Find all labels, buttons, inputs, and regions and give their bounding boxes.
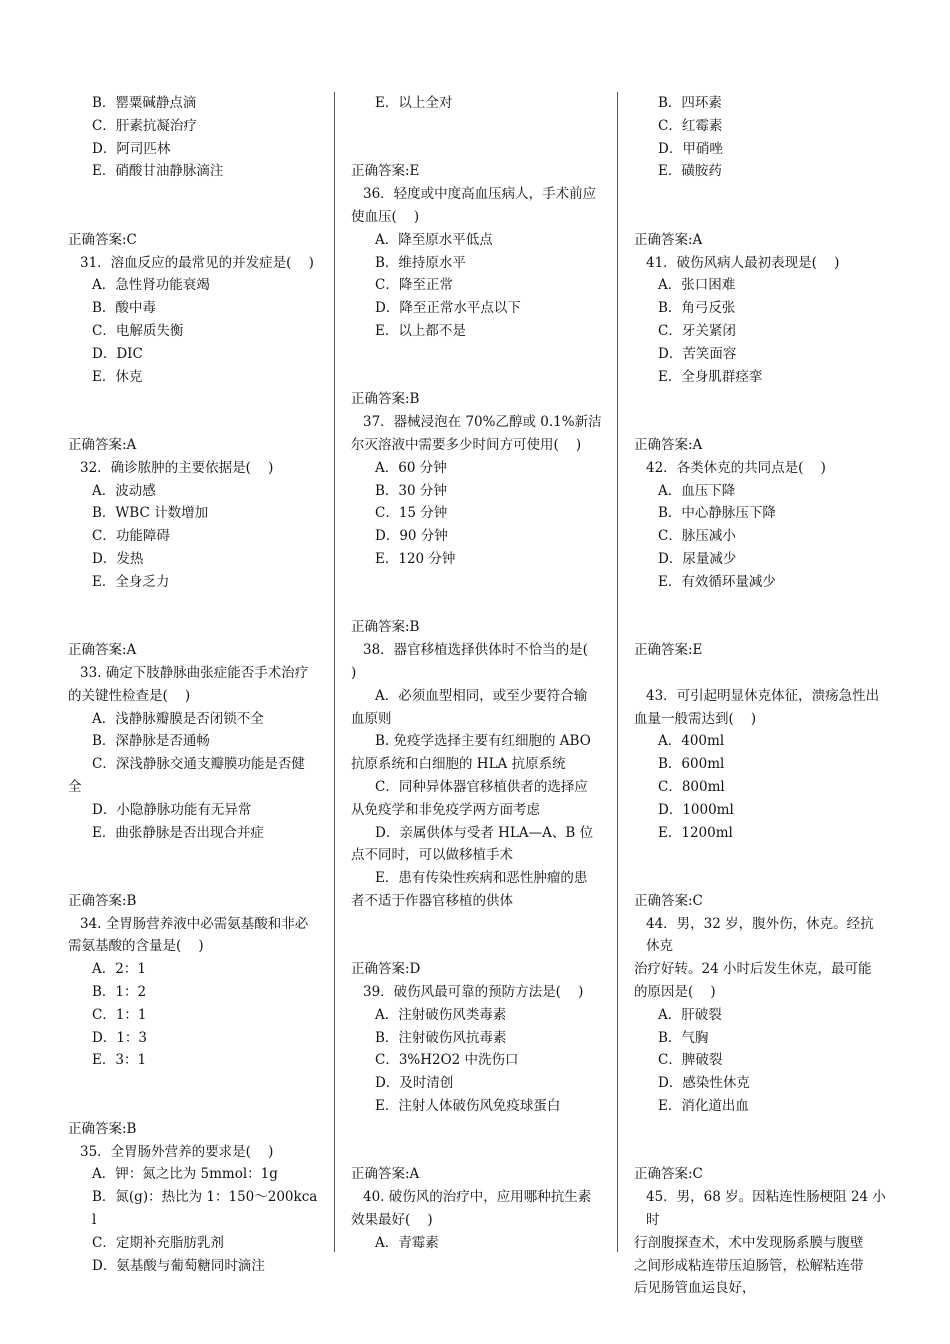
question-line: 32．确诊脓肿的主要依据是( ) [80,459,274,476]
option-line: B．深静脉是否通畅 [92,733,210,750]
text-line: 血原则 [351,710,392,727]
text-line: 血量一般需达到( ) [634,710,757,727]
question-line: 39．破伤风最可靠的预防方法是( ) [363,984,584,1001]
blank-line [68,183,321,206]
text-line: 治疗好转。24 小时后发生休克，最可能 [634,961,872,978]
blank-line [634,616,887,639]
question-line: 45．男，68 岁。因粘连性肠梗阻 24 小时 [646,1189,886,1229]
blank-line [634,1118,887,1141]
text-line: 全 [68,778,82,795]
option-line: B．注射破伤风抗毒素 [375,1029,507,1046]
text-line: ) [351,664,357,681]
blank-line [68,867,321,890]
blank-line [634,206,887,229]
text-line: 需氨基酸的含量是( ) [68,938,204,955]
option-line: C．深浅静脉交通支瓣膜功能是否健 [92,756,305,773]
text-line: 效果最好( ) [351,1212,433,1229]
text-line: 使血压( ) [351,208,420,225]
blank-line [351,571,604,594]
option-line: A．急性肾功能衰竭 [92,277,210,294]
option-line: A．必须血型相同，或至少要符合输 [375,687,588,704]
option-line: C．15 分钟 [375,505,448,522]
answer-line: 正确答案:C [634,892,703,909]
option-line: D．氨基酸与葡萄糖同时滴注 [92,1257,265,1274]
blank-line [351,138,604,161]
option-line: E．磺胺药 [658,163,722,180]
option-line: E．有效循环量减少 [658,573,776,590]
question-line: 31．溶血反应的最常见的并发症是( ) [80,254,314,271]
option-line: C．脉压减小 [658,528,736,545]
option-line: D．DIC [92,345,143,362]
option-line: B．30 分钟 [375,482,447,499]
column-2 [351,92,604,1255]
blank-line [68,206,321,229]
option-line: C．同种异体器官移植供者的选择应 [375,778,588,795]
option-line: D．阿司匹林 [92,140,171,157]
blank-line [351,343,604,366]
question-line: 43．可引起明显休克体征，溃疡急性出 [646,687,880,704]
option-line: E．患有传染性疾病和恶性肿瘤的患 [375,870,588,887]
column-3 [634,92,887,1300]
answer-line: 正确答案:E [634,642,703,659]
answer-line: 正确答案:A [634,231,703,248]
option-line: B．气胸 [658,1029,709,1046]
option-line: E．曲张静脉是否出现合并症 [92,824,264,841]
blank-line [351,1141,604,1164]
option-line: B．角弓反张 [658,300,736,317]
option-line: B．罂粟碱静点滴 [92,95,197,111]
option-line: E．全身肌群痉挛 [658,368,763,385]
option-line: E．全身乏力 [92,573,170,590]
answer-line: 正确答案:C [634,1166,703,1183]
text-line: 行剖腹探查术，术中发现肠系膜与腹壁 [634,1234,864,1251]
blank-line [68,1072,321,1095]
option-line: B. 免疫学选择主要有红细胞的 ABO [375,733,591,750]
blank-line [351,1118,604,1141]
option-line: C．牙关紧闭 [658,322,736,339]
text-line: 点不同时，可以做移植手术 [351,847,513,864]
option-line: C．800ml [658,778,725,795]
column-divider [617,92,618,1252]
question-line: 41．破伤风病人最初表现是( ) [646,254,840,271]
option-line: B．酸中毒 [92,300,156,317]
option-line: A．波动感 [92,482,156,499]
text-line: 抗原系统和白细胞的 HLA 抗原系统 [351,756,566,773]
text-line: 者不适于作器官移植的供体 [351,892,513,909]
option-line: D．小隐静脉功能有无异常 [92,801,252,818]
option-line: E．硝酸甘油静脉滴注 [92,163,224,180]
option-line: D．及时清创 [375,1075,454,1092]
option-line: A．400ml [658,733,725,750]
option-line: B．维持原水平 [375,254,466,271]
option-line: A．张口困难 [658,277,736,294]
text-line: 后见肠管血运良好， [634,1280,756,1297]
question-line: 36．轻度或中度高血压病人，手术前应 [363,186,597,203]
option-line: C．红霉素 [658,117,723,134]
blank-line [68,388,321,411]
option-line: C．定期补充脂肪乳剂 [92,1234,224,1251]
blank-line [351,594,604,617]
answer-line: 正确答案:A [68,436,137,453]
answer-line: 正确答案:B [351,391,420,408]
option-line: B．1：2 [92,984,147,1001]
option-line: B．600ml [658,756,725,773]
blank-line [634,662,887,685]
option-line: C．功能障碍 [92,528,170,545]
option-line: A．60 分钟 [375,459,447,476]
option-line: A．降至原水平低点 [375,231,493,248]
option-line: A．注射破伤风类毒素 [375,1006,507,1023]
blank-line [351,115,604,138]
option-line: C．降至正常 [375,277,453,294]
option-line: E．1200ml [658,824,733,841]
answer-line: 正确答案:A [634,436,703,453]
blank-line [68,844,321,867]
blank-line [634,183,887,206]
option-line: D．感染性休克 [658,1075,750,1092]
option-line: E．以上全对 [375,95,453,111]
blank-line [68,594,321,617]
option-line: C．脾破裂 [658,1052,723,1069]
answer-line: 正确答案:A [351,1166,420,1183]
option-line: D．90 分钟 [375,528,448,545]
option-line: A．青霉素 [375,1234,439,1251]
option-line: E．消化道出血 [658,1098,749,1115]
answer-line: 正确答案:B [351,619,420,636]
option-line: E．以上都不是 [375,322,466,339]
column-divider [334,92,335,1252]
text-line: 之间形成粘连带压迫肠管，松解粘连带 [634,1257,864,1274]
blank-line [351,913,604,936]
answer-line: 正确答案:E [351,163,420,180]
column-1 [68,92,321,1277]
question-line: 35．全胃肠外营养的要求是( ) [80,1143,274,1160]
option-line: B．中心静脉压下降 [658,505,776,522]
question-line: 42．各类休克的共同点是( ) [646,459,826,476]
blank-line [634,411,887,434]
option-line: D．1000ml [658,801,734,818]
option-line: B．四环素 [658,95,722,111]
option-line: D．苦笑面容 [658,345,737,362]
option-line: D．降至正常水平点以下 [375,300,521,317]
answer-line: 正确答案:C [68,231,137,248]
blank-line [634,1141,887,1164]
option-line: D．1：3 [92,1029,148,1046]
option-line: C．肝素抗凝治疗 [92,117,197,134]
option-line: A．钾：氮之比为 5mmol：1g [92,1166,278,1183]
option-line: B．氮(g)：热比为 1：150～200kcal [92,1189,318,1229]
option-line: C．3%H2O2 中洗伤口 [375,1052,519,1069]
option-line: E．3：1 [92,1052,147,1069]
option-line: D．亲属供体与受者 HLA—A、B 位 [375,824,594,841]
blank-line [68,1095,321,1118]
blank-line [634,594,887,617]
option-line: C．1：1 [92,1006,147,1023]
question-line: 33. 确定下肢静脉曲张症能否手术治疗 [80,664,309,681]
option-line: D．发热 [92,550,144,567]
option-line: A．肝破裂 [658,1006,722,1023]
question-line: 40. 破伤风的治疗中，应用哪种抗生素 [363,1189,592,1206]
option-line: E．注射人体破伤风免疫球蛋白 [375,1098,561,1115]
question-line: 37．器械浸泡在 70%乙醇或 0.1%新洁 [363,414,602,431]
text-line: 的原因是( ) [634,984,716,1001]
blank-line [634,388,887,411]
option-line: C．电解质失衡 [92,322,184,339]
question-line: 38．器官移植选择供体时不恰当的是( [363,642,588,659]
text-line: 从免疫学和非免疫学两方面考虑 [351,801,540,818]
answer-line: 正确答案:A [68,642,137,659]
option-line: D．尿量减少 [658,550,737,567]
answer-line: 正确答案:B [68,1120,137,1137]
option-line: B．WBC 计数增加 [92,505,209,522]
text-line: 尔灭溶液中需要多少时间方可使用( ) [351,436,582,453]
answer-line: 正确答案:D [351,961,421,978]
option-line: A．2：1 [92,961,146,978]
blank-line [634,867,887,890]
option-line: A．浅静脉瓣膜是否闭锁不全 [92,710,264,727]
answer-line: 正确答案:B [68,892,137,909]
option-line: A．血压下降 [658,482,736,499]
question-line: 34. 全胃肠营养液中必需氨基酸和非必 [80,915,309,932]
blank-line [351,935,604,958]
blank-line [634,844,887,867]
text-line: 的关键性检查是( ) [68,687,191,704]
blank-line [68,616,321,639]
blank-line [68,411,321,434]
option-line: D．甲硝唑 [658,140,723,157]
option-line: E．120 分钟 [375,550,456,567]
option-line: E．休克 [92,368,143,385]
question-line: 44．男，32 岁，腹外伤，休克。经抗休克 [646,915,874,955]
blank-line [351,366,604,389]
